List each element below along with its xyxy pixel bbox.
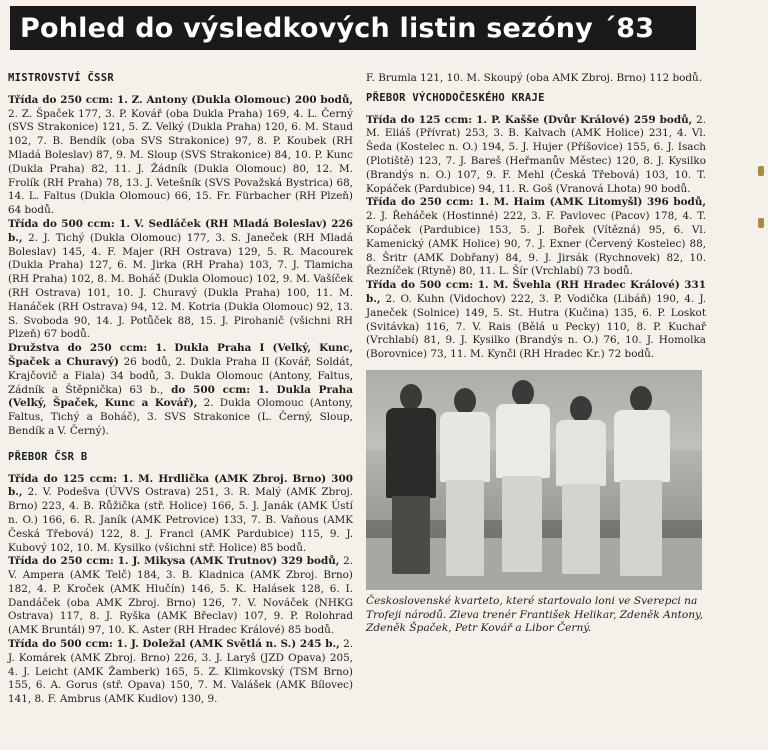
result-body: 26 bodů, 2. Dukla Praha II (Kovář, Soldát, Krajčovič a Fiala) 34 bodů, 3. Dukla Olomouc (Antony, Faltus, Zádník a Štěpnička) 63 b.,: [8, 355, 353, 396]
result-lead: Třída do 500 ccm: 1. J. Doležal (AMK Světlá n. S.) 245 b.,: [8, 638, 340, 651]
left-column: [8, 72, 353, 707]
result-lead: do 500 ccm: 1. Dukla Praha (Velký, Špaček, Kunc a Kovář),: [8, 383, 353, 410]
result-teams-paragraph: [8, 342, 353, 439]
title-banner: [10, 6, 696, 50]
section-heading-mistrovstvi: MISTROVSTVÍ ČSSR: [8, 72, 114, 84]
result-lead: Třída do 250 ccm: 1. M. Haim (AMK Litomyšl) 396 bodů,: [366, 196, 706, 209]
section-heading-prebor-csr-b: PŘEBOR ČSR B: [8, 450, 88, 463]
result-lead: Třída do 125 ccm: 1. M. Hrdlička (AMK Zbroj. Brno) 300 b.,: [8, 472, 353, 499]
result-body: 2. Dukla Olomouc (Antony, Faltus, Tichý a Boháč), 3. SVS Strakonice (L. Černý, Sloup, Bendík a V. Černý).: [8, 397, 353, 437]
result-lead: Třída do 500 ccm: 1. V. Sedláček (RH Mladá Boleslav) 226 b.,: [8, 217, 353, 244]
result-lead: Třída do 500 ccm: 1. M. Švehla (RH Hradec Králové) 331 b.,: [366, 279, 706, 305]
result-lead: Třída do 125 ccm: 1. P. Kašše (Dvůr Králové) 259 bodů,: [366, 113, 693, 126]
photo-caption: Československé kvarteto, které startovalo loni ve Sverepci na Trofeji národů. Zleva trenér František Helikar, Zdeněk Antony, Zdeněk Špaček, Petr Kovář a Libor Černý.: [366, 594, 703, 635]
result-lead: Družstva do 250 ccm: 1. Dukla Praha I (Velký, Kunc, Špaček a Churavý): [8, 342, 353, 368]
result-500-b-paragraph: [8, 638, 353, 707]
result-lead: Třída do 250 ccm: 1. J. Mikysa (AMK Trutnov) 329 bodů,: [8, 555, 340, 568]
result-250-vk-paragraph: [366, 196, 706, 279]
result-body: 2. J. Řeháček (Hostinné) 222, 3. F. Pavlovec (Pacov) 178, 4. T. Kopáček (Pardubice) 153, 5. J. Bořek (Vítězná) 95, 6. Vl. Kamenický (AMK Holice) 90, 7. J. Exner (Červený Kostelec) 88, 8. Šritr (AMK Dobřany) 84, 9. J. Jirsák (Rychnovek) 82, 10. Řezníček (Rtyně) 80, 11. L. Šír (Vrchlabí) 73 bodů.: [366, 210, 706, 278]
section-heading-prebor-vychodoceskeho: PŘEBOR VÝCHODOČESKÉHO KRAJE: [366, 91, 545, 104]
right-column: [366, 72, 706, 646]
result-body: 2. V. Podešva (ÚVVS Ostrava) 251, 3. R. Malý (AMK Zbroj. Brno) 223, 4. B. Růžička (stř. Holice) 166, 5. J. Janák (AMK Ústí n. O.) 166, 6. R. Janík (AMK Petrovice) 133, 7. B. Vaňous (AMK Česká Třebová) 122, 8. J. Francl (AMK Pardubice) 115, 9. J. Kubový 102, 10. M. Kysilko (všichni stř. Holice) 85 bodů.: [8, 486, 353, 554]
page-title: Pohled do výsledkových listin sezóny ´83: [20, 12, 655, 44]
result-body: 2. J. Komárek (AMK Zbroj. Brno) 226, 3. J. Laryš (JZD Opava) 205, 4. J. Leicht (AMK Žamberk) 165, 5. Z. Klimkovský (TSM Brno) 155, 6. A. Gorus (stř. Opava) 150, 7. M. Valášek (AMK Bílovec) 141, 8. F. Ambrus (AMK Kudlov) 130, 9.: [8, 638, 353, 706]
result-125-paragraph: [8, 473, 353, 556]
team-photo: [366, 370, 702, 590]
page-edge-mark: [758, 218, 764, 228]
result-lead: Třída do 250 ccm: 1. Z. Antony (Dukla Olomouc) 200 bodů,: [8, 93, 353, 106]
result-125-vk-paragraph: [366, 114, 706, 197]
result-body: 2. V. Ampera (AMK Telč) 184, 3. B. Kladnica (AMK Zbroj. Brno) 182, 4. P. Kroček (AMK Hlučín) 146, 5. K. Halásek 128, 6. I. Dandáček (oba AMK Zbroj. Brno) 126, 7. V. Nováček (NHKG Ostrava) 117, 8. J. Ryška (AMK Břeclav) 107, 9. P. Rolohrad (AMK Bruntál) 97, 10. K. Aster (RH Hradec Králové) 85 bodů.: [8, 555, 353, 637]
result-body: 2. J. Tichý (Dukla Olomouc) 177, 3. S. Janeček (RH Mladá Boleslav) 145, 4. F. Majer (RH Ostrava) 129, 5. R. Macourek (Dukla Praha) 127, 6. M. Jirka (RH Praha) 103, 7. J. Tlamicha (RH Praha) 102, 8. M. Boháč (Dukla Olomouc) 102, 9. M. Vašíček (RH Ostrava) 101, 10. J. Churavý (Dukla Praha) 100, 11. M. Hanáček (RH Ostrava) 94, 12. M. Kotria (Dukla Olomouc) 92, 13. S. Svoboda 90, 14. J. Potůček 88, 15. J. Pirohanič (všichni RH Plzeň) 67 bodů.: [8, 231, 353, 341]
result-500-vk-paragraph: [366, 279, 706, 362]
result-body: 2. Z. Špaček 177, 3. P. Kovář (oba Dukla Praha) 169, 4. L. Černý (SVS Strakonice) 121, 5. Z. Velký (Dukla Praha) 120, 6. M. Staud 102, 7. B. Bendík (oba SVS Strakonice) 97, 8. P. Koubek (RH Mladá Boleslav) 87, 9. M. Sloup (SVS Strakonice) 84, 10. P. Kunc (Dukla Praha) 82, 11. J. Žádník (Dukla Olomouc) 80, 12. M. Frolík (RH Praha) 78, 13. J. Vetešník (SVS Považská Bystrica) 68, 14. L. Faltus (Dukla Olomouc) 66, 15. Fr. Fürbacher (RH Plzeň) 64 bodů.: [8, 107, 353, 217]
result-body: 2. O. Kuhn (Vidochov) 222, 3. P. Vodička (Libáň) 190, 4. J. Janeček (Solnice) 149, 5. St. Hutra (Kučina) 135, 6. P. Loskot (Svitávka) 116, 7. V. Rais (Bělá u Pecky) 110, 8. P. Kuchař (Vrchlabí) 81, 9. J. Kysilko (Brandýs n. O.) 76, 10. J. Homolka (Borovnice) 73, 11. M. Kynčl (RH Hradec Kr.) 72 bodů.: [366, 292, 706, 361]
result-250-paragraph: [8, 94, 353, 218]
continued-paragraph: F. Brumla 121, 10. M. Skoupý (oba AMK Zbroj. Brno) 112 bodů.: [366, 72, 703, 84]
result-body: 2. M. Eliáš (Přívrat) 253, 3. B. Kalvach (AMK Holice) 231, 4. Vl. Šeda (Kostelec n. O.) 194, 5. J. Hujer (Příšovice) 155, 6. J. Isach (Plotiště) 123, 7. J. Bareš (Heřmanův Městec) 120, 8. J. Kysilko (Brandýs n. O.) 107, 9. F. Mehl (Česká Třebová) 103, 10. T. Kopáček (Pardubice) 94, 11. R. Goš (Vranová Lhota) 90 bodů.: [366, 113, 706, 195]
page-edge-mark: [758, 166, 764, 176]
result-500-paragraph: [8, 218, 353, 342]
result-250-b-paragraph: [8, 555, 353, 638]
